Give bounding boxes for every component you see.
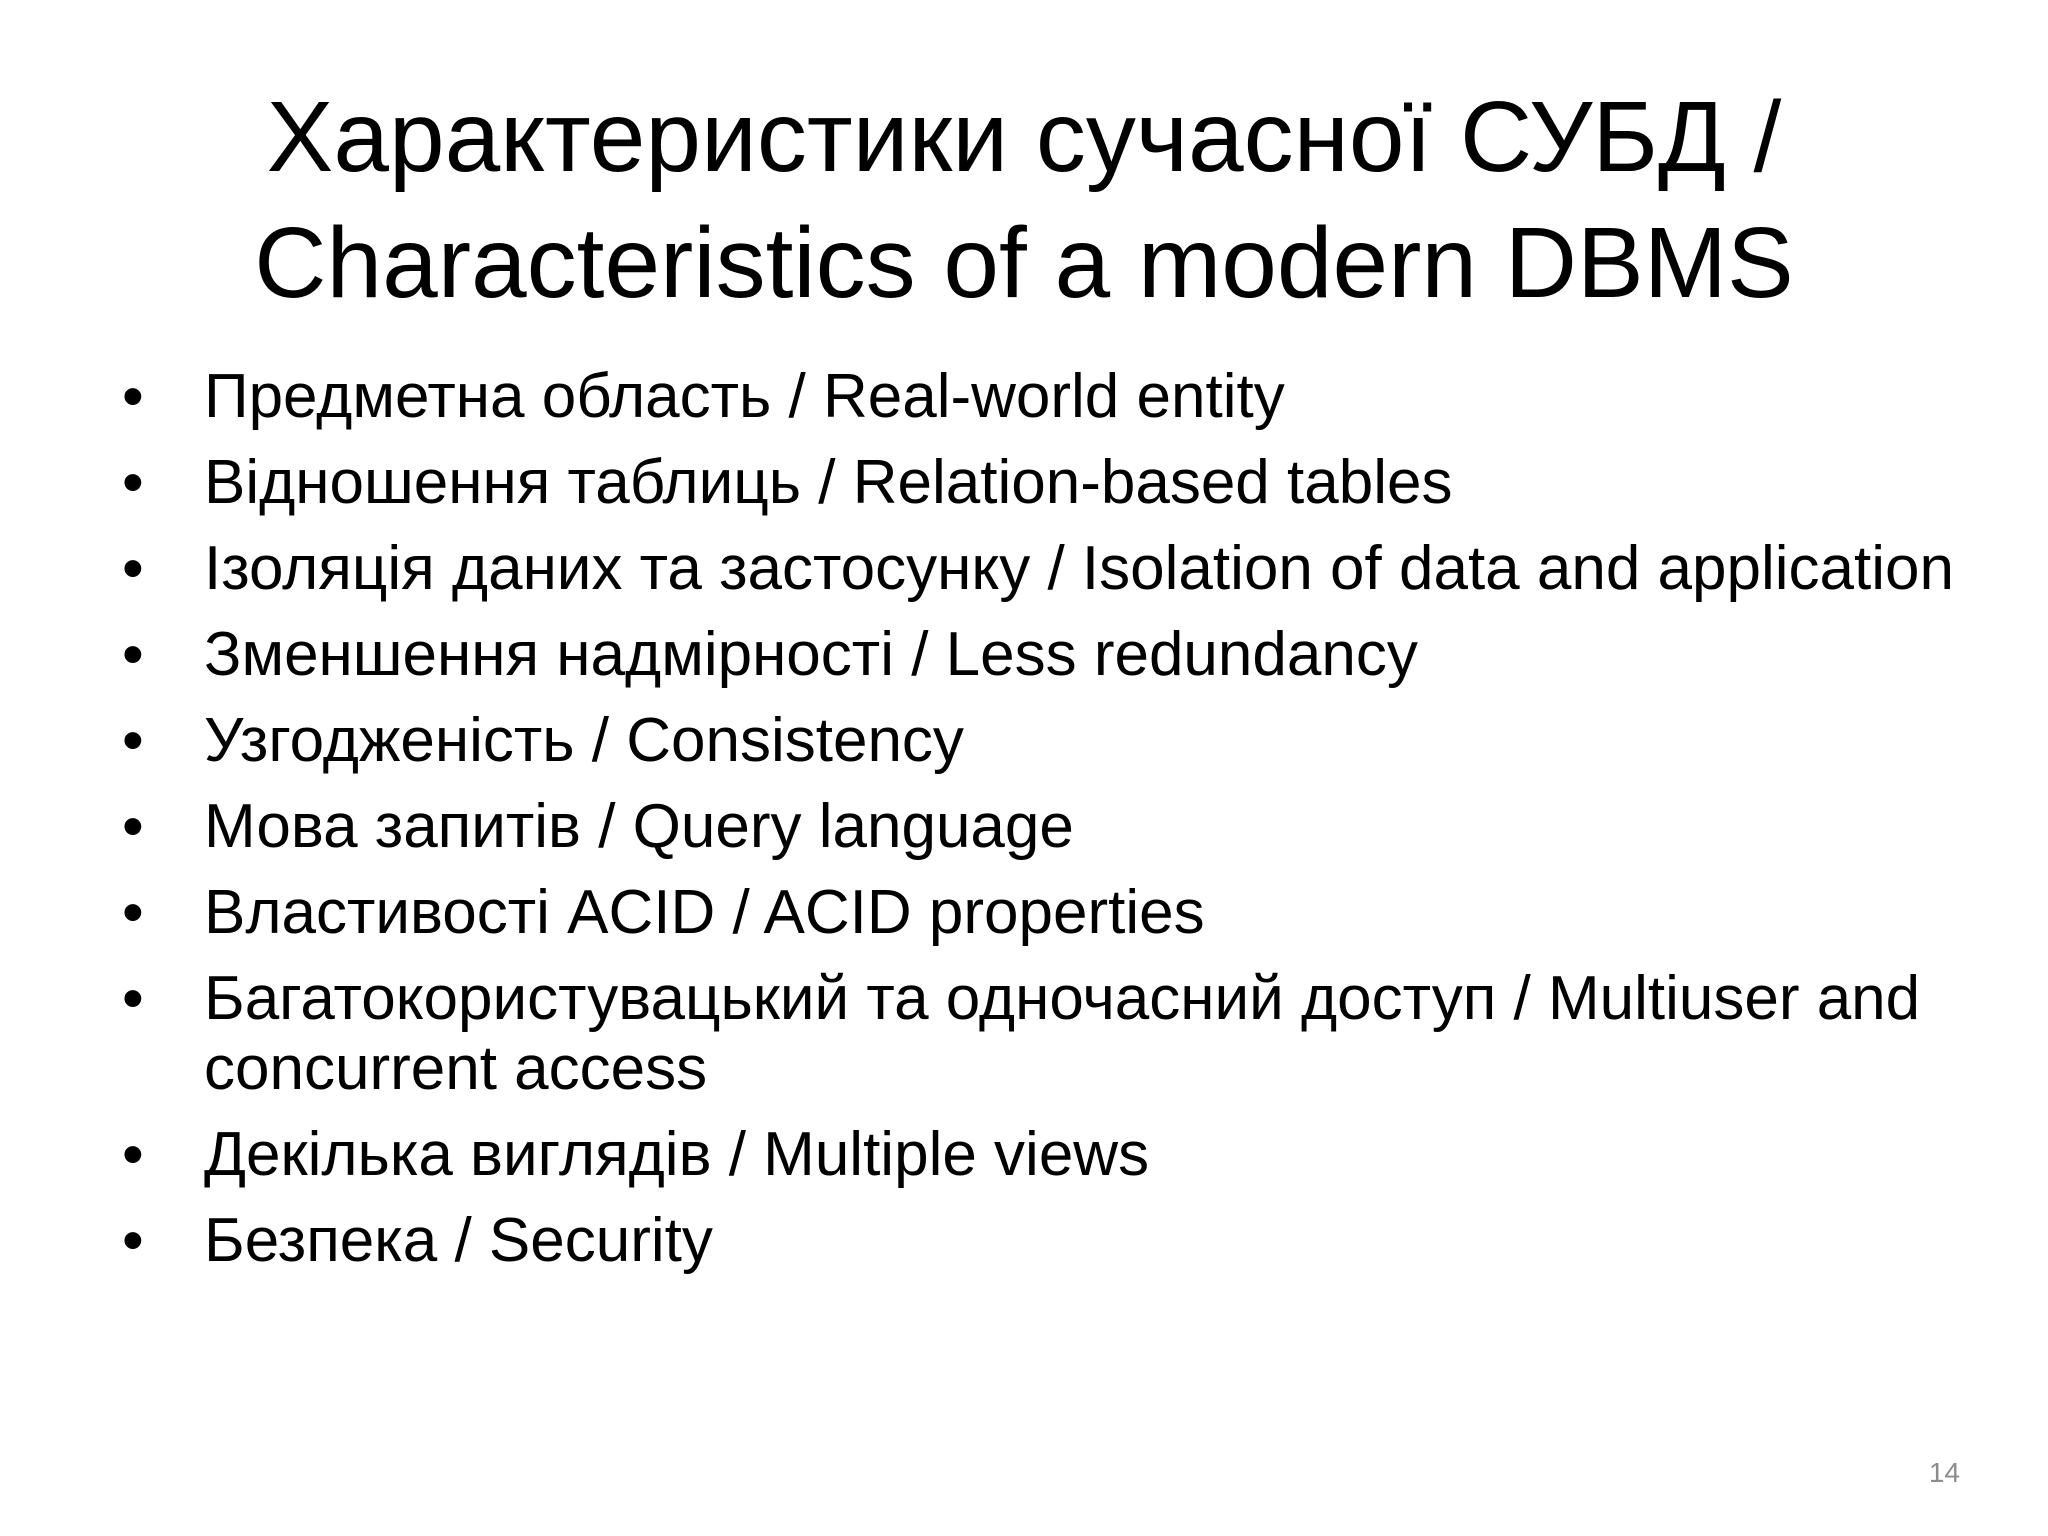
bullet-item-real-world-entity: [120, 362, 1960, 432]
bullet-text: Зменшення надмірності / Less redundancy: [204, 620, 1418, 689]
title-line-ukrainian: Характеристики сучасної СУБД /: [266, 81, 1782, 193]
bullet-item-isolation: [120, 534, 1960, 604]
bullet-item-relation-based-tables: [120, 448, 1960, 518]
bullet-text: Мова запитів / Query language: [204, 792, 1074, 861]
bullet-text: Декілька виглядів / Multiple views: [204, 1120, 1150, 1189]
bullet-item-multiple-views: [120, 1120, 1960, 1190]
bullet-text: Властивості ACID / ACID properties: [204, 878, 1205, 947]
bullet-item-query-language: [120, 792, 1960, 862]
bullet-item-security: [120, 1206, 1960, 1276]
bullet-dot-icon: •: [122, 878, 144, 947]
bullet-dot-icon: •: [122, 362, 144, 431]
bullet-dot-icon: •: [122, 620, 144, 689]
bullet-dot-icon: •: [122, 1120, 144, 1189]
bullet-text: Предметна область / Real-world entity: [204, 362, 1285, 431]
bullet-item-consistency: [120, 706, 1960, 776]
bullet-item-acid-properties: [120, 878, 1960, 948]
bullet-dot-icon: •: [122, 448, 144, 517]
bullet-item-multiuser-access: [120, 964, 1960, 1104]
bullet-list: [120, 362, 1960, 1292]
title-line-english: Characteristics of a modern DBMS: [254, 207, 1794, 319]
bullet-dot-icon: •: [122, 534, 144, 603]
bullet-text: Відношення таблиць / Relation-based tables: [204, 448, 1453, 517]
bullet-dot-icon: •: [122, 1206, 144, 1275]
bullet-dot-icon: •: [122, 964, 144, 1033]
bullet-text: Узгодженість / Consistency: [204, 706, 964, 775]
bullet-text: Багатокористувацький та одночасний доступ / Multiuser and concurrent access: [204, 964, 1921, 1103]
bullet-text: Ізоляція даних та застосунку / Isolation of data and application: [204, 534, 1954, 603]
page-number: 14: [1928, 1457, 1960, 1488]
bullet-dot-icon: •: [122, 792, 144, 861]
bullet-item-less-redundancy: [120, 620, 1960, 690]
slide-title: [140, 74, 1908, 326]
bullet-text: Безпека / Security: [204, 1206, 713, 1275]
bullet-dot-icon: •: [122, 706, 144, 775]
